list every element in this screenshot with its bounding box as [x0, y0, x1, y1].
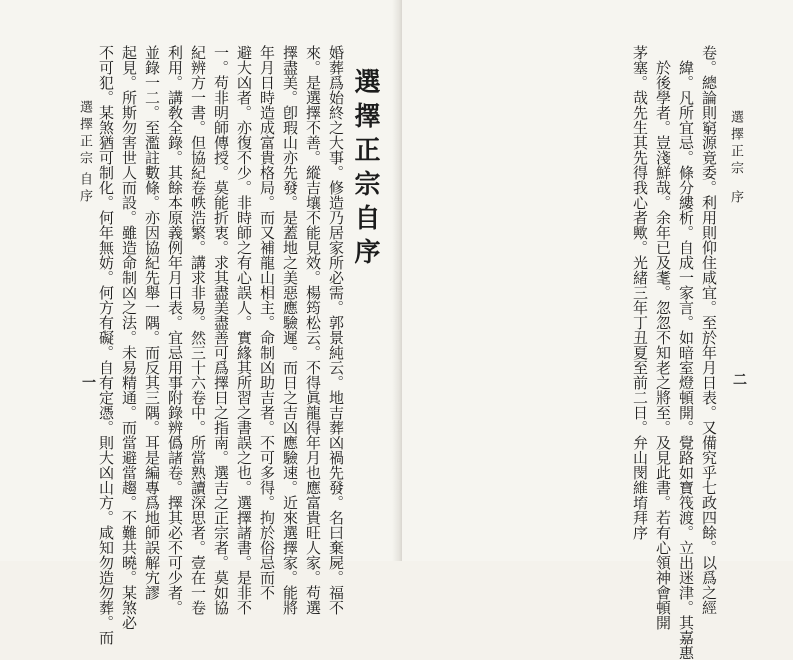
text-column: 擇盡美。卽瑕山亦先發。是蓋地之美惡應驗遲。而日之吉凶應驗速。近來選擇家。能將 — [281, 45, 299, 615]
page-number: 一 — [80, 375, 96, 389]
text-column: 卷。總論則窮源竟委。利用則仰住咸宜。至於年月日表。又備究乎七政四餘。以爲之經 — [700, 45, 718, 615]
text-column: 年月日時造成富貴格局。而又補龍山相主。命制凶助吉者。不可多得。拘於俗忌而不 — [258, 45, 276, 600]
right-page — [402, 0, 793, 660]
text-column: 紀辨方一書。但協紀卷帙浩繁。講求非易。然三十六卷中。所當熟讀深思者。壹在一卷 — [189, 45, 207, 615]
running-title: 選擇正宗 — [728, 110, 743, 178]
text-column: 不可犯。某煞猶可制化。何年無妨。何方有礙。自有定憑。則大凶山方。咸知勿造勿葬。而 — [97, 45, 115, 645]
text-column: 利用。講敎全錄。其餘本原義例年月日表。宜忌用事附錄辨僞諸卷。擇其必不可少者。 — [166, 45, 184, 615]
text-column: 並錄一二。至濫註數條。亦因協紀先舉一隅。而反其三隅。耳是編專爲地師誤解宄謬 — [143, 45, 161, 600]
text-column: 一。苟非明師傳授。莫能折衷。求其盡美盡善可爲擇日之指南。選吉之正宗者。莫如協 — [212, 45, 230, 615]
text-column: 避大凶者。亦復不少。非時師之有心誤人。實緣其所習之書誤之也。選擇諸書。是非不 — [235, 45, 253, 615]
text-column: 婚葬爲始終之大事。修造乃居家所必需。郭景純云。地吉葬凶禍先發。名曰棄屍。福不 — [327, 45, 345, 615]
page-number: 二 — [731, 372, 747, 386]
running-subtitle: 序 — [728, 190, 743, 207]
running-title: 選擇正宗 — [77, 100, 92, 168]
text-column: 來。是選擇不善。縱吉壤不能見效。楊筠松云。不得眞龍得年月也應富貴旺人家。苟選 — [304, 45, 322, 615]
text-column: 茅塞。哉先生其先得我心者歟。光緒三年丁丑夏至前二日。弁山閔維堉拜序 — [631, 45, 649, 540]
preface-title: 選擇正宗自序 — [350, 68, 380, 272]
left-page — [0, 0, 398, 645]
running-subtitle: 自序 — [77, 172, 92, 206]
text-column: 起見。所斯勿害世人而設。雖造命制凶之法。未易精通。而當避當趨。不難共曉。某煞必 — [120, 45, 138, 630]
text-column: 緯。凡所宜忌。條分縷析。自成一家言。如暗室燈頓開。覺路如寶筏渡。立出迷津。其嘉惠 — [677, 60, 695, 660]
text-column: 於後學者。豈淺鮮哉。余年已及耄。忽忽不知老之將至。及見此書。若有心領神會頓開 — [654, 60, 672, 630]
